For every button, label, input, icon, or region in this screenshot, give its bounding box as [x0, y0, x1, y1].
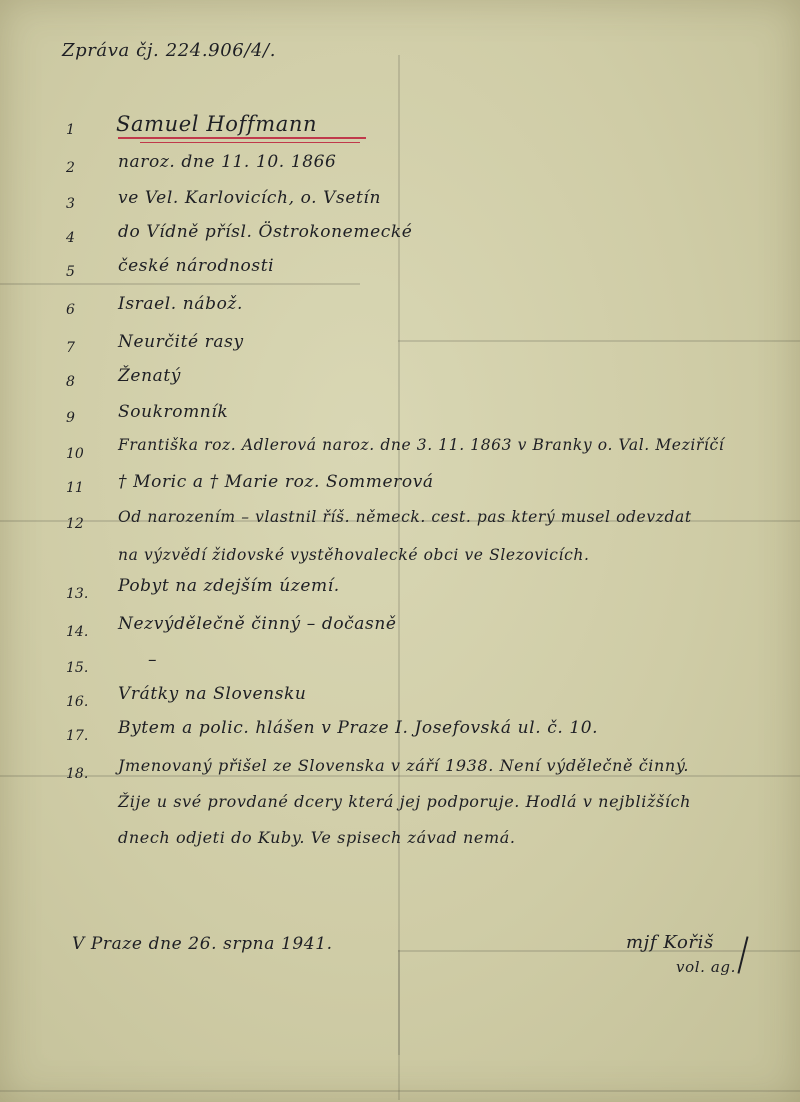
entry-address: Bytem a polic. hlášen v Praze I. Josefovská ul. č. 10.: [118, 718, 599, 738]
entry-number: 15.: [66, 660, 89, 676]
place-date: V Praze dne 26. srpna 1941.: [72, 934, 333, 954]
entry-number: 3: [66, 196, 75, 212]
entry-nationality: české národnosti: [118, 256, 275, 276]
entry-number: 8: [66, 374, 75, 390]
form-divider-vertical-lower: [398, 950, 400, 1100]
entry-religion: Israel. nábož.: [118, 294, 243, 314]
name-red-underline-2: [140, 142, 360, 143]
entry-number: 17.: [66, 728, 89, 744]
entry-parents: † Moric a † Marie roz. Sommerová: [118, 472, 434, 492]
entry-number: 6: [66, 302, 75, 318]
entry-number: 9: [66, 410, 75, 426]
entry-previous-residence: Vrátky na Slovensku: [118, 684, 307, 704]
entry-number: 11: [66, 480, 84, 496]
entry-number: 4: [66, 230, 75, 246]
entry-number: 5: [66, 264, 75, 280]
form-divider-horizontal-6: [0, 1090, 800, 1092]
entry-blank: –: [148, 650, 158, 670]
entry-number: 10: [66, 446, 84, 462]
signature: mjf Kořiš: [626, 932, 714, 953]
entry-remarks-cont: Žije u své provdané dcery která jej podporuje. Hodlá v nejbližších: [118, 792, 692, 811]
reference-number: Zpráva čj. 224.906/4/.: [62, 40, 277, 61]
entry-number: 13.: [66, 586, 89, 602]
form-divider-horizontal-2: [0, 283, 360, 285]
form-divider-horizontal: [398, 340, 800, 342]
form-divider-horizontal-4: [0, 775, 800, 777]
entry-race: Neurčité rasy: [118, 332, 244, 352]
entry-number: 12: [66, 516, 84, 532]
entry-remarks-cont-2: dnech odjeti do Kuby. Ve spisech závad nemá.: [118, 828, 516, 847]
entry-spouse: Františka roz. Adlerová naroz. dne 3. 11. 1863 v Branky o. Val. Meziříčí: [118, 436, 725, 454]
entry-number: 2: [66, 160, 75, 176]
entry-marital-status: Ženatý: [118, 366, 181, 386]
entry-employment: Nezvýdělečně činný – dočasně: [118, 614, 397, 634]
entry-number: 16.: [66, 694, 89, 710]
signature-stroke: [737, 936, 748, 973]
entry-occupation: Soukromník: [118, 402, 229, 422]
entry-number: 1: [66, 122, 75, 138]
entry-domicile: do Vídně přísl. Östrokonemecké: [118, 222, 413, 242]
entry-birthdate: naroz. dne 11. 10. 1866: [118, 152, 337, 172]
signature-title: vol. ag.: [676, 958, 736, 976]
entry-passport-cont: na výzvědí židovské vystěhovalecké obci ve Slezovicích.: [118, 546, 590, 564]
entry-passport: Od narozením – vlastnil říš. německ. cest. pas který musel odevzdat: [118, 508, 692, 526]
entry-birthplace: ve Vel. Karlovicích, o. Vsetín: [118, 188, 382, 208]
name-red-underline: [118, 137, 366, 139]
entry-residence-stay: Pobyt na zdejším území.: [118, 576, 340, 596]
form-divider-horizontal-5: [398, 950, 800, 952]
entry-number: 18.: [66, 766, 89, 782]
entry-remarks: Jmenovaný přišel ze Slovenska v září 1938. Není výdělečně činný.: [118, 756, 690, 775]
entry-number: 14.: [66, 624, 89, 640]
entry-number: 7: [66, 340, 75, 356]
entry-name: Samuel Hoffmann: [116, 112, 318, 136]
